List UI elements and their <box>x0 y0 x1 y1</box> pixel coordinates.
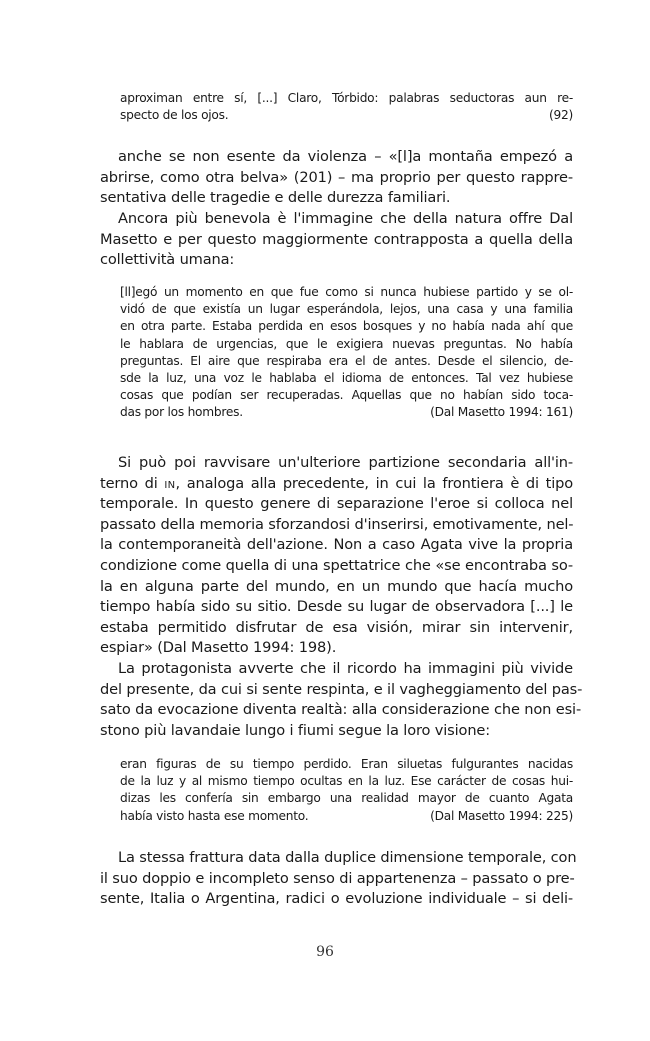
text-line: La stessa frattura data dalla duplice dimensione temporale, con <box>118 849 577 866</box>
quote-line: había visto hasta ese momento. <box>120 808 309 823</box>
block-quote-3 <box>120 756 573 825</box>
quote-line: vidó de que existía un lugar esperándola, lejos, una casa y una familia <box>120 302 573 317</box>
paragraph-2 <box>100 209 573 271</box>
paragraph-4 <box>100 659 583 741</box>
text-line: espiar» (Dal Masetto 1994: 198). <box>100 639 337 657</box>
quote-last-line <box>120 107 573 124</box>
abbreviation: in <box>164 474 176 492</box>
text-line: abrirse, como otra belva» (201) – ma proprio per questo rappre- <box>100 168 573 186</box>
text-line: sato da evocazione diventa realtà: alla considerazione che non esi- <box>100 701 582 719</box>
text-line: passato della memoria sforzandosi d'inserirsi, emotivamente, nel- <box>100 515 574 533</box>
citation: (Dal Masetto 1994: 225) <box>430 808 573 823</box>
quote-line: specto de los ojos. <box>120 108 229 123</box>
quote-line: le hablara de urgencias, que le exigiera nuevas preguntas. No había <box>120 336 573 351</box>
text-line: temporale. In questo genere di separazione l'eroe si colloca nel <box>100 495 573 513</box>
quote-line: das por los hombres. <box>120 405 243 420</box>
block-quote-1 <box>120 90 573 124</box>
quote-line: dizas les confería sin embargo una realidad mayor de cuanto Agata <box>120 791 573 806</box>
quote-line: sde la luz, una voz le hablaba el idioma de entonces. Tal vez hubiese <box>120 371 573 386</box>
text-line: la contemporaneità dell'azione. Non a caso Agata vive la propria <box>100 536 573 554</box>
text-line: stono più lavandaie lungo i fiumi segue la loro visione: <box>100 721 491 739</box>
text-line: tiempo había sido su sitio. Desde su lugar de observadora [...] le <box>100 598 573 616</box>
quote-last-line <box>120 404 573 421</box>
quote-line: cosas que podían ser recuperadas. Aquellas que no habían sido toca- <box>120 388 573 403</box>
citation: (92) <box>548 108 573 123</box>
quote-line: aproximan entre sí, [...] Claro, Tórbido: palabras seductoras aun re- <box>120 91 573 105</box>
paragraph-3 <box>100 453 573 659</box>
quote-line: [ll]egó un momento en que fue como si nunca hubiese partido y se ol- <box>120 285 573 299</box>
quote-line: eran figuras de su tiempo perdido. Eran siluetas fulgurantes nacidas <box>120 757 573 771</box>
page-number: 96 <box>316 944 334 960</box>
text-fragment: , analoga alla precedente, in cui la frontiera è di tipo <box>175 474 574 492</box>
citation: (Dal Masetto 1994: 161) <box>430 405 573 420</box>
text-line: la en alguna parte del mundo, en un mundo que hacía mucho <box>100 577 573 595</box>
quote-last-line <box>120 808 573 825</box>
text-line: Si può poi ravvisare un'ulteriore partizione secondaria all'in- <box>118 454 573 471</box>
text-line: anche se non esente da violenza – «[l]a montaña empezó a <box>118 148 573 165</box>
text-line: collettività umana: <box>100 251 235 269</box>
text-line: estaba permitido disfrutar de esa visión, mirar sin intervenir, <box>100 618 573 636</box>
text-line <box>100 474 573 495</box>
text-line: Masetto e per questo maggiormente contrapposta a quella della <box>100 230 573 248</box>
paragraph-1 <box>100 147 573 209</box>
quote-line: en otra parte. Estaba perdida en esos bosques y no había nada ahí que <box>120 319 573 334</box>
text-line: il suo doppio e incompleto senso di appartenenza – passato o pre- <box>100 869 575 887</box>
text-line: sente, Italia o Argentina, radici o evoluzione individuale – si deli- <box>100 890 573 908</box>
text-line: La protagonista avverte che il ricordo ha immagini più vivide <box>118 660 573 677</box>
text-line: sentativa delle tragedie e delle durezza familiari. <box>100 189 451 207</box>
paragraph-5 <box>100 848 577 910</box>
text-line: del presente, da cui si sente respinta, e il vagheggiamento del pas- <box>100 680 583 698</box>
text-line: Ancora più benevola è l'immagine che della natura offre Dal <box>118 210 573 227</box>
quote-line: preguntas. El aire que respiraba era el de antes. Desde el silencio, de- <box>120 353 573 368</box>
text-line: condizione come quella di una spettatrice che «se encontraba so- <box>100 556 573 574</box>
quote-line: de la luz y al mismo tiempo ocultas en la luz. Ese carácter de cosas hui- <box>120 774 573 789</box>
block-quote-2 <box>120 284 573 422</box>
text-fragment: terno di <box>100 474 165 492</box>
